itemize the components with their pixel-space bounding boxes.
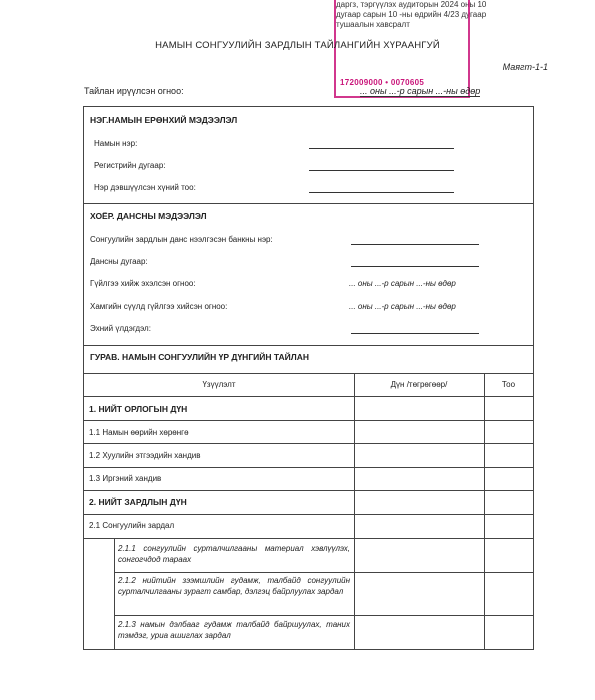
bank-name-field[interactable] <box>351 244 479 245</box>
stamp-line: даргз, тэргүүлэх аудиторын 2024 оны 10 <box>336 0 487 9</box>
bank-name-label: Сонгуулийн зардлын данс нээлгэсэн банкны нэр: <box>90 235 273 244</box>
form-code: Маягт-1-1 <box>502 62 548 72</box>
report-form <box>83 106 534 650</box>
table-row-party-flag: 2.1.3 намын дэлбааг гудамж талбайд байршуулах, таних тэмдэг, уриа ашиглах зардал <box>118 620 350 640</box>
first-transaction-label: Гүйлгээ хийж эхэлсэн огноо: <box>90 279 196 288</box>
register-number-label: Регистрийн дугаар: <box>94 161 166 170</box>
stamp-line: дугаар сарын 10 -ны өдрийн 4/23 дугаар <box>336 10 487 19</box>
document-title: НАМЫН СОНГУУЛИЙН ЗАРДЛЫН ТАЙЛАНГИЙН ХҮРААНГУЙ <box>155 40 440 51</box>
col-header-indicator: Үзүүлэлт <box>202 380 236 389</box>
row-line <box>114 572 533 573</box>
row-line <box>84 443 533 444</box>
candidate-count-field[interactable] <box>309 192 454 193</box>
row-line <box>84 396 533 397</box>
row-line <box>84 538 533 539</box>
table-row-legal-entity-donation: 1.2 Хуулийн этгээдийн хандив <box>89 451 201 460</box>
table-col-divider <box>484 373 485 649</box>
col-header-amount: Дүн /төгрөгөөр/ <box>390 380 448 389</box>
row-line <box>84 420 533 421</box>
table-row-billboards: 2.1.2 нийтийн зээмшлийн гудамж, талбайд сонгуулийн сурталчилгааны зурагт самбар, дэлгэц байрлуулах зардал <box>118 576 350 596</box>
opening-balance-label: Эхний үлдэгдэл: <box>90 324 151 333</box>
report-date-value <box>360 86 480 96</box>
divider <box>84 203 533 204</box>
row-line <box>84 490 533 491</box>
section-3-heading: ГУРАВ. НАМЫН СОНГУУЛИЙН ҮР ДҮНГИЙН ТАЙЛАН <box>90 352 309 362</box>
col-header-count: Тоо <box>501 380 516 389</box>
report-date-label: Тайлан ирүүлсэн огноо: <box>84 86 184 96</box>
table-col-divider <box>354 373 355 649</box>
candidate-count-label: Нэр дэвшүүлсэн хүний тоо: <box>94 183 196 192</box>
table-row-own-assets: 1.1 Намын өөрийн хөрөнгө <box>89 428 189 437</box>
party-name-field[interactable] <box>309 148 454 149</box>
opening-balance-field[interactable] <box>351 333 479 334</box>
table-row-total-expense: 2. НИЙТ ЗАРДЛЫН ДҮН <box>89 497 187 507</box>
row-line <box>84 514 533 515</box>
last-transaction-value[interactable]: ... оны ...-р сарын ...-ны өдөр <box>349 302 456 311</box>
section-2-heading: ХОЁР. ДАНСНЫ МЭДЭЭЛЭЛ <box>90 211 207 221</box>
table-row-citizen-donation: 1.3 Иргэний хандив <box>89 474 162 483</box>
table-row-total-income: 1. НИЙТ ОРЛОГЫН ДҮН <box>89 404 188 414</box>
table-row-election-expense: 2.1 Сонгуулийн зардал <box>89 521 175 530</box>
party-name-label: Намын нэр: <box>94 139 138 148</box>
row-line <box>84 467 533 468</box>
section-1-heading: НЭГ.НАМЫН ЕРӨНХИЙ МЭДЭЭЛЭЛ <box>90 115 238 125</box>
account-number-label: Дансны дугаар: <box>90 257 148 266</box>
divider <box>84 345 533 346</box>
report-date-text: ... оны ...-р сарын ...-ны өдөр <box>360 86 481 96</box>
last-transaction-label: Хамгийн сүүлд гүйлгээ хийсэн огноо: <box>90 302 228 311</box>
table-row-printed-materials: 2.1.1 сонгуулийн сурталчилгааны материал хэвлүүлэх, сонгогчдод тараах <box>118 544 350 564</box>
register-number-field[interactable] <box>309 170 454 171</box>
stamp-line: тушаалын хавсралт <box>336 20 410 29</box>
divider <box>84 373 533 374</box>
table-indent-divider <box>114 538 115 649</box>
row-line <box>114 615 533 616</box>
account-number-field[interactable] <box>351 266 479 267</box>
stamp-number: 172009000 • 0070605 <box>340 78 425 87</box>
first-transaction-value[interactable]: ... оны ...-р сарын ...-ны өдөр <box>349 279 456 288</box>
